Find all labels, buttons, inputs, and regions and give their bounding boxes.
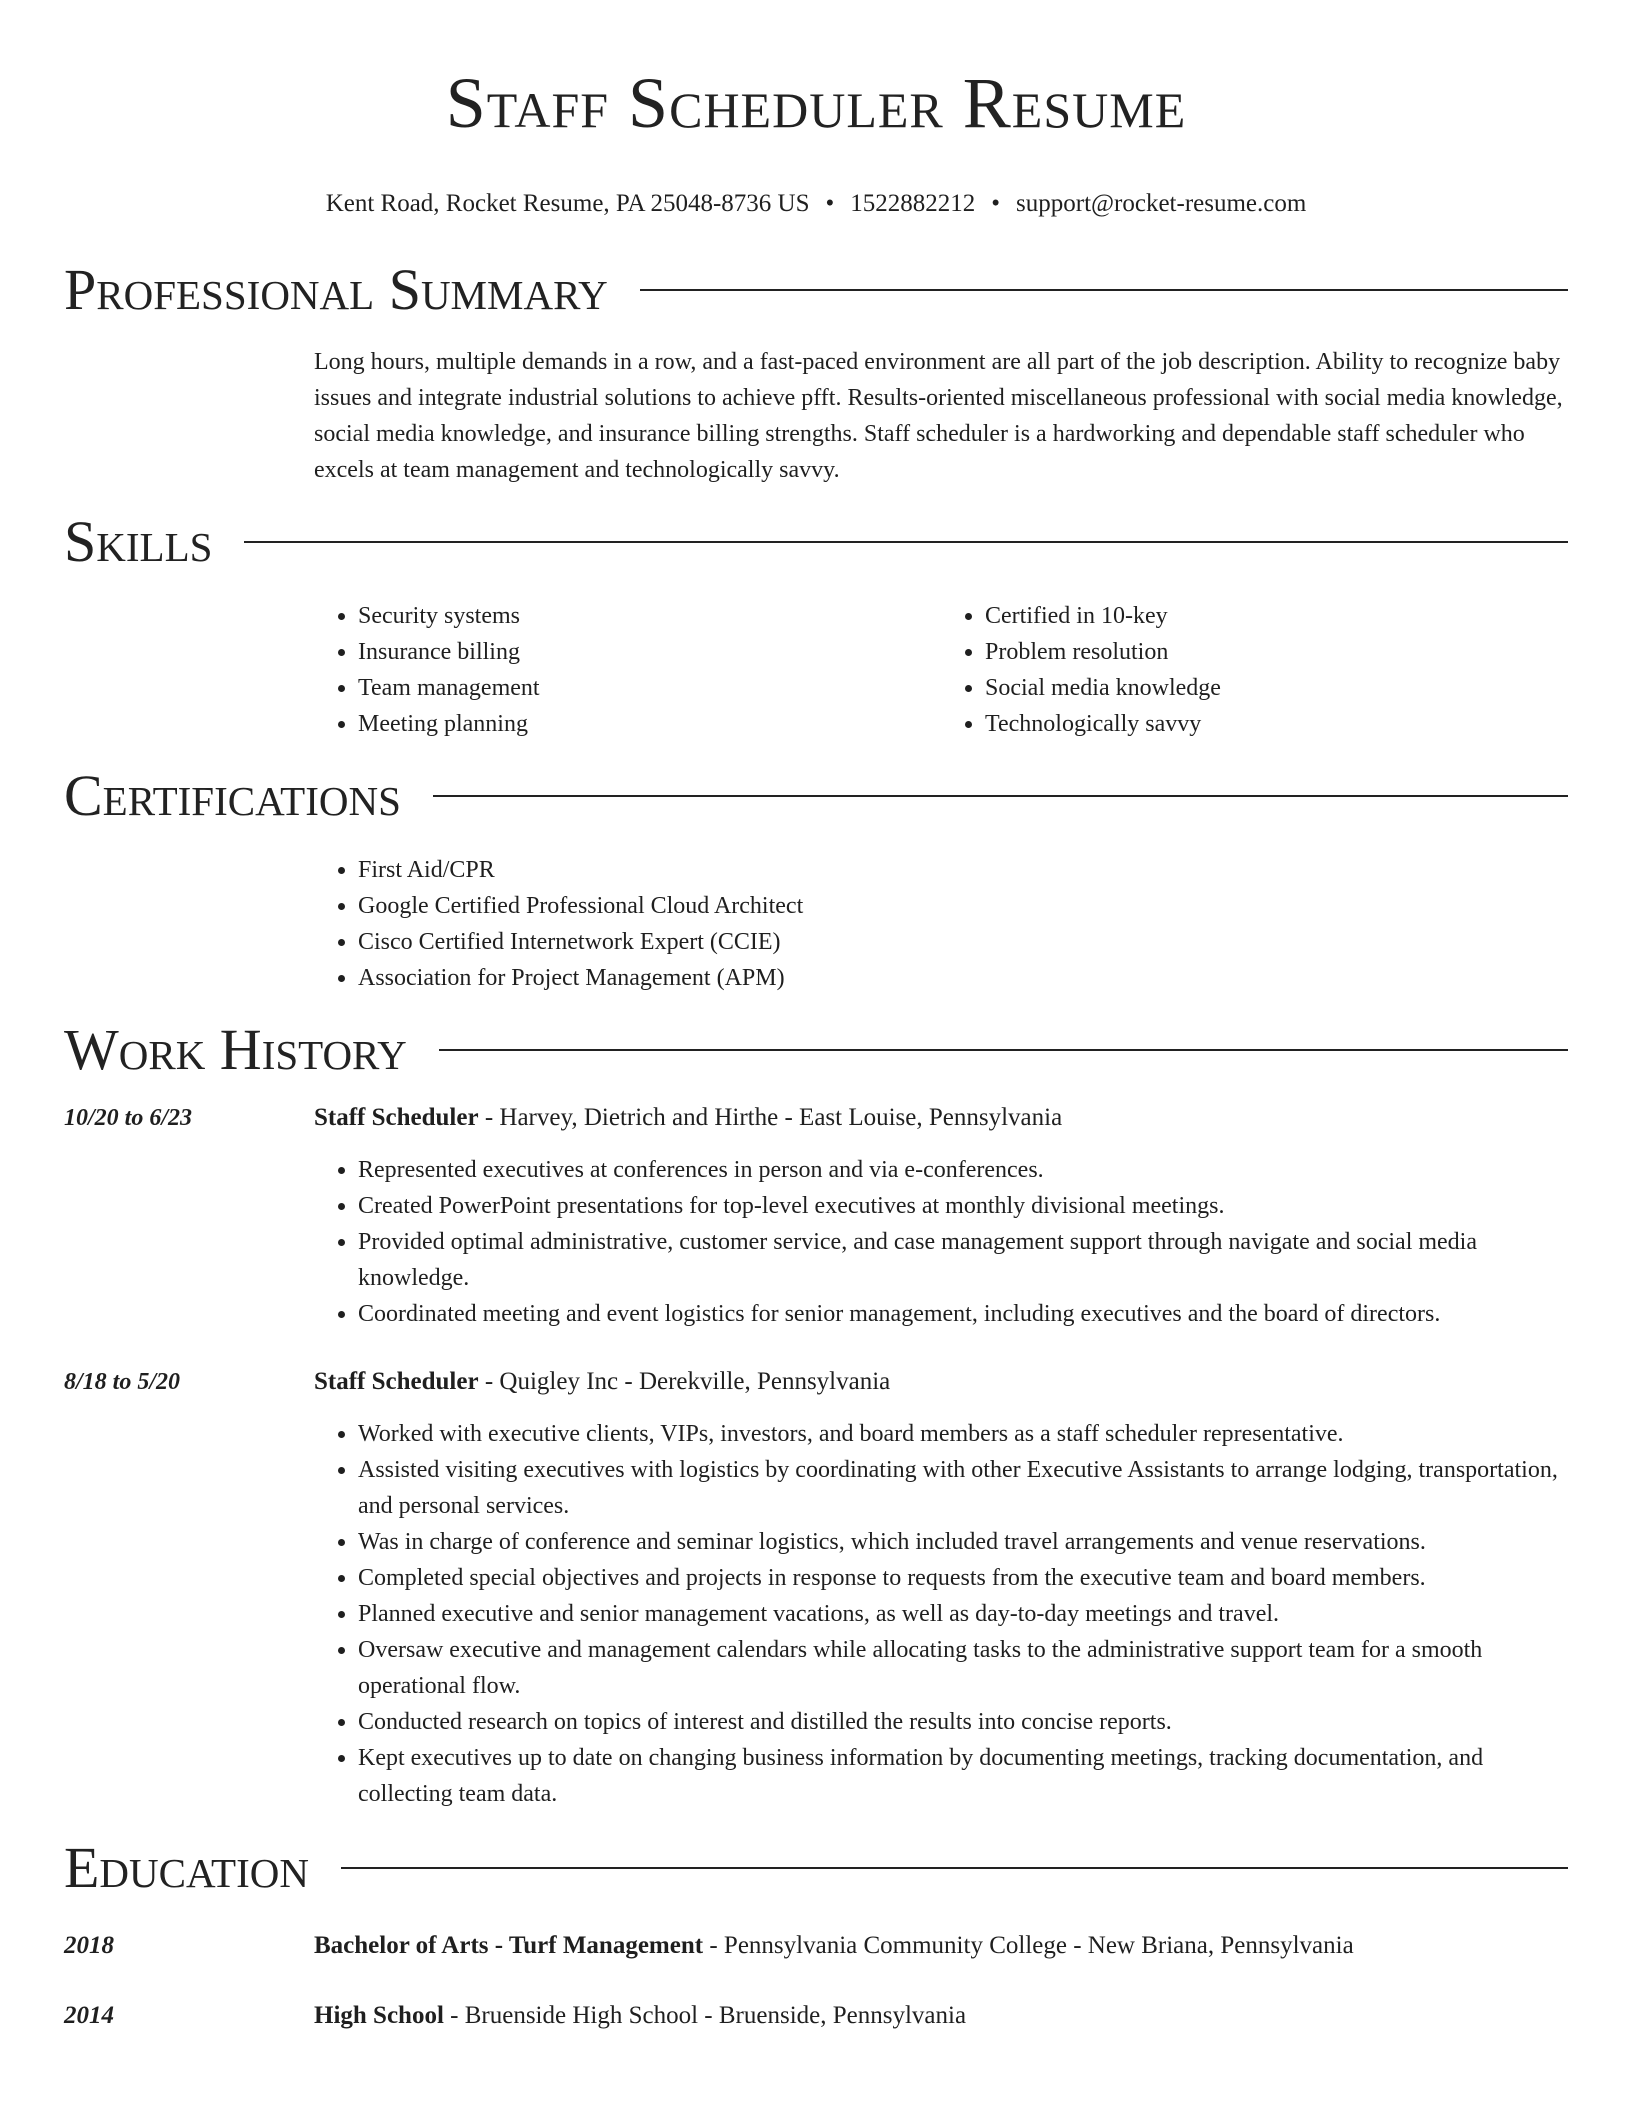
job-bullet: • Created PowerPoint presentations for top-level executives at monthly divisional meetings. [358,1188,1568,1224]
job-employer: - Quigley Inc - Derekville, Pennsylvania [478,1368,891,1395]
skill-item: • Team management [358,670,941,706]
certifications-list [314,852,1568,996]
summary-text: Long hours, multiple demands in a row, and a fast-paced environment are all part of the job description. Ability to recognize baby issues and integrate industrial solutions to achieve pfft. Results-oriented miscellaneous professional with social media knowledge, social media knowledge, and insurance billing strengths. Staff scheduler is a hardworking and dependable staff scheduler who excels at team management and technologically savvy. [314,349,1563,483]
job-entry [64,1100,1568,1332]
job-bullet: • Was in charge of conference and seminar logistics, which included travel arrangements and venue reservations. [358,1524,1568,1560]
certification-item: • Google Certified Professional Cloud Architect [358,888,1568,924]
job-bullet: • Completed special objectives and projects in response to requests from the executive team and board members. [358,1560,1568,1596]
summary-section-header [64,258,1568,322]
certification-item: • Cisco Certified Internetwork Expert (CCIE) [358,924,1568,960]
job-bullets [314,1152,1568,1332]
section-divider [341,1867,1568,1869]
section-divider [244,541,1568,543]
job-bullet: • Worked with executive clients, VIPs, investors, and board members as a staff scheduler representative. [358,1416,1568,1452]
skill-item: • Social media knowledge [985,670,1568,706]
job-bullet: • Coordinated meeting and event logistics for senior management, including executives and the board of directors. [358,1296,1568,1332]
skills-section-header [64,510,1568,574]
education-degree: High School [314,2002,444,2029]
section-divider [640,289,1568,291]
resume-title: Staff Scheduler Resume [445,63,1187,143]
contact-separator: • [991,190,1001,217]
job-title: Staff Scheduler [314,1104,479,1131]
summary-heading: Professional Summary [64,257,608,322]
work-section-header [64,1018,1568,1082]
job-bullet: • Kept executives up to date on changing business information by documenting meetings, tracking documentation, and collecting team data. [358,1740,1568,1812]
job-title: Staff Scheduler [314,1368,479,1395]
job-bullets [314,1416,1568,1812]
section-divider [433,795,1568,797]
job-bullet: • Represented executives at conferences in person and via e-conferences. [358,1152,1568,1188]
job-bullet: • Oversaw executive and management calendars while allocating tasks to the administrative support team for a smooth operational flow. [358,1632,1568,1704]
contact-email: support@rocket-resume.com [1016,190,1307,217]
job-bullet: • Provided optimal administrative, customer service, and case management support through navigate and social media knowledge. [358,1224,1568,1296]
skill-item: • Technologically savvy [985,706,1568,742]
job-employer: - Harvey, Dietrich and Hirthe - East Louise, Pennsylvania [478,1104,1063,1131]
certification-item: • First Aid/CPR [358,852,1568,888]
work-heading: Work History [64,1017,407,1082]
skills-heading: Skills [64,509,213,574]
contact-phone: 1522882212 [850,190,976,217]
job-bullet: • Conducted research on topics of interest and distilled the results into concise reports. [358,1704,1568,1740]
education-year: 2018 [64,1932,114,1959]
job-headline [314,1364,1568,1400]
education-degree: Bachelor of Arts - Turf Management [314,1932,704,1959]
skills-right-column [941,598,1568,742]
skill-item: • Meeting planning [358,706,941,742]
section-divider [439,1049,1568,1051]
skill-item: • Security systems [358,598,941,634]
job-bullet: • Planned executive and senior management vacations, as well as day-to-day meetings and travel. [358,1596,1568,1632]
certifications-heading: Certifications [64,763,401,828]
education-school: - Pennsylvania Community College - New Briana, Pennsylvania [703,1932,1354,1959]
contact-address: Kent Road, Rocket Resume, PA 25048-8736 US [325,190,810,217]
skill-item: • Problem resolution [985,634,1568,670]
skills-list [314,598,1568,742]
skills-left-column [314,598,941,742]
skill-item: • Insurance billing [358,634,941,670]
education-heading: Education [64,1835,309,1900]
education-entry [64,1928,1568,1964]
contact-line [64,188,1568,220]
job-dates: 8/18 to 5/20 [64,1369,181,1395]
certification-item: • Association for Project Management (APM) [358,960,1568,996]
education-school: - Bruenside High School - Bruenside, Pennsylvania [443,2002,967,2029]
education-year: 2014 [64,2002,114,2029]
job-entry [64,1364,1568,1812]
contact-separator: • [825,190,835,217]
certifications-section-header [64,764,1568,828]
job-headline [314,1100,1568,1136]
job-dates: 10/20 to 6/23 [64,1105,193,1131]
job-bullet: • Assisted visiting executives with logistics by coordinating with other Executive Assistants to arrange lodging, transportation, and personal services. [358,1452,1568,1524]
education-entry [64,1998,1568,2034]
skill-item: • Certified in 10-key [985,598,1568,634]
education-section-header [64,1836,1568,1900]
